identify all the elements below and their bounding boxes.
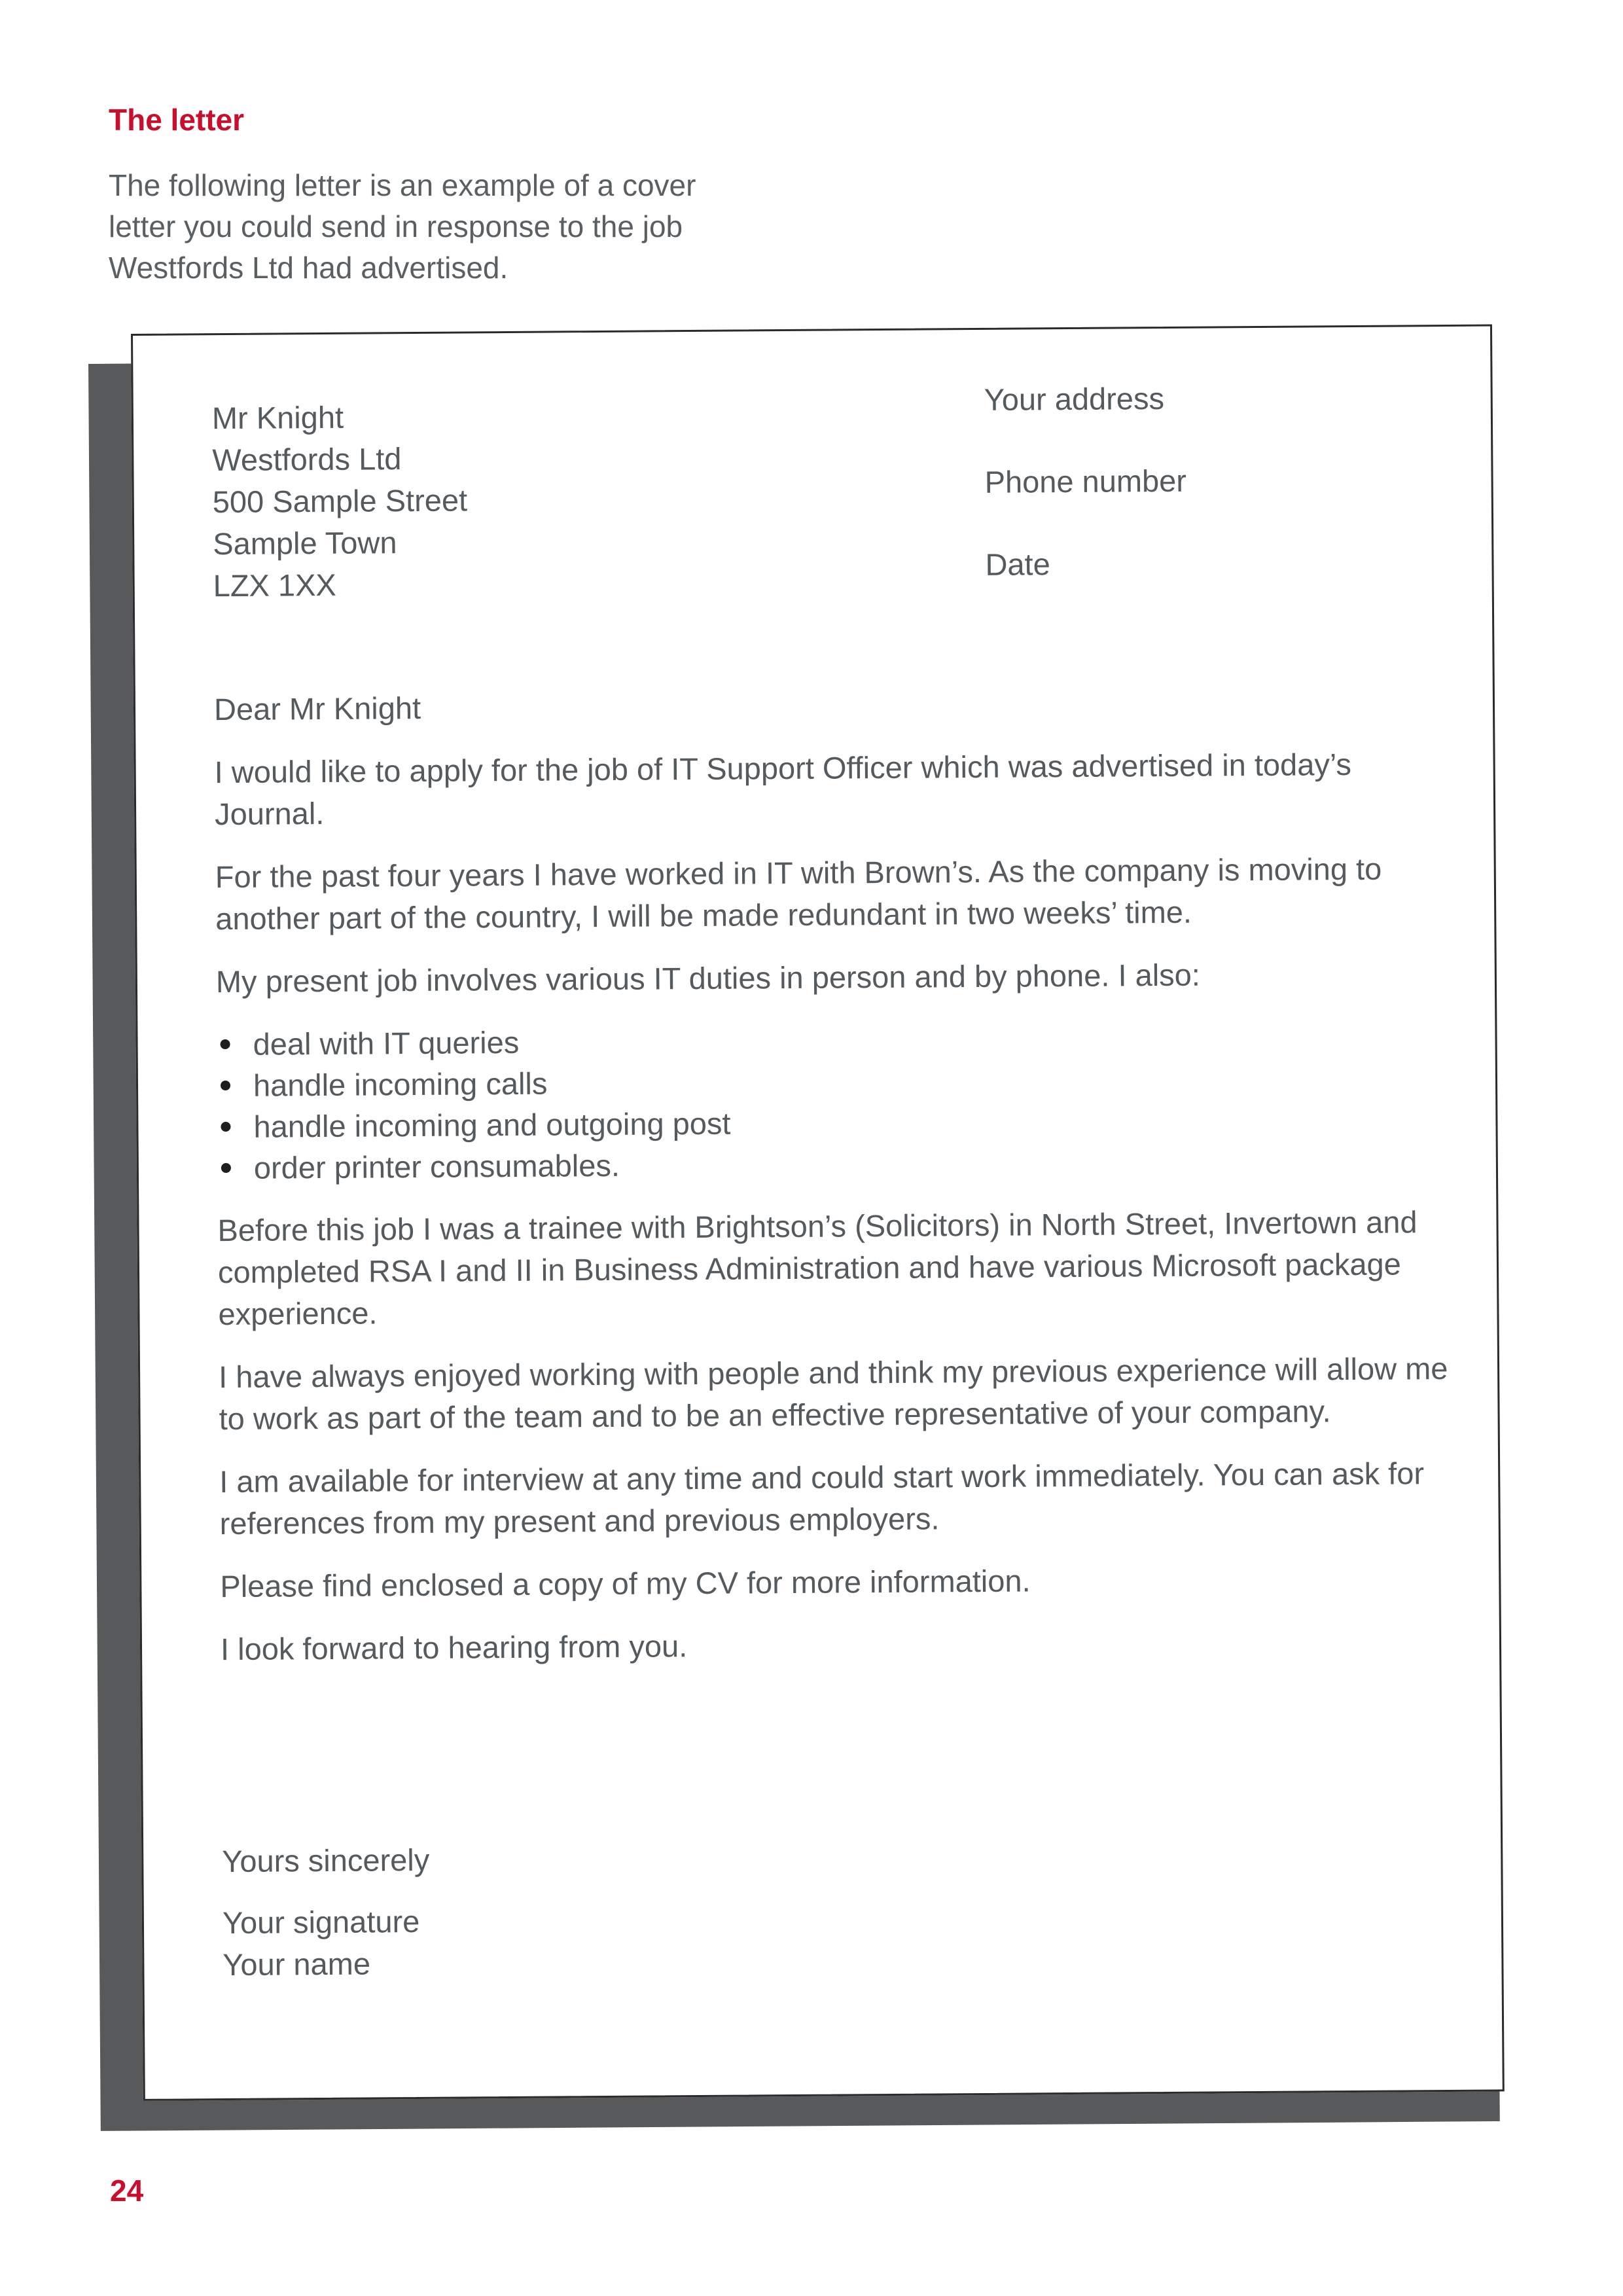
letter-paper [131,324,1505,2100]
recipient-line: 500 Sample Street [212,482,468,520]
section-heading: The letter [109,103,245,137]
body-paragraph: My present job involves various IT duties in person and by phone. I also: [215,957,1201,999]
sender-phone: Phone number [984,463,1187,499]
duty-text: deal with IT queries [253,1024,520,1062]
recipient-line: LZX 1XX [213,567,336,603]
bullet-icon [221,1039,230,1049]
recipient-line: Westfords Ltd [212,441,402,478]
page-number: 24 [110,2174,144,2208]
list-item [217,1139,1448,1189]
duty-text: order printer consumables. [253,1147,620,1185]
body-paragraph: For the past four years I have worked in IT with Brown’s. As the company is moving to another part of the country, I will be made redundant in two weeks’ time. [215,851,1382,937]
body-paragraph: Before this job I was a trainee with Brightson’s (Solicitors) in North Street, Invertown and completed RSA I and II in Business Administration and have various Microsoft package experience. [217,1204,1418,1332]
duty-text: handle incoming and outgoing post [253,1105,731,1144]
recipient-line: Sample Town [213,525,397,562]
intro-paragraph: The following letter is an example of a cover letter you could send in response to the job Westfords Ltd had advertised. [109,168,696,285]
body-paragraph: Please find enclosed a copy of my CV for more information. [220,1563,1031,1604]
sender-name: Your name [223,1946,371,1982]
body-paragraph: I am available for interview at any time and could start work immediately. You can ask for references from my present and previous employers. [219,1456,1425,1541]
sender-details [984,378,1188,626]
letter-date: Date [985,547,1050,582]
signature-placeholder: Your signature [222,1903,420,1941]
salutation: Dear Mr Knight [213,690,421,727]
duty-text: handle incoming calls [253,1066,548,1103]
recipient-address [212,395,469,607]
letter-body [214,680,1452,1691]
duties-list [216,1015,1448,1189]
valediction: Yours sincerely [222,1842,430,1879]
letter-closing [222,1839,431,2005]
bullet-icon [221,1081,230,1090]
bullet-icon [221,1163,231,1173]
bullet-icon [221,1122,230,1132]
recipient-line: Mr Knight [211,399,344,436]
body-paragraph: I have always enjoyed working with people and think my previous experience will allow me to work as part of the team and to be an effective representative of your company. [218,1350,1448,1437]
body-paragraph: I look forward to hearing from you. [220,1628,688,1667]
body-paragraph: I would like to apply for the job of IT Support Officer which was advertised in today’s Journal. [214,746,1352,832]
sender-address: Your address [984,380,1165,417]
